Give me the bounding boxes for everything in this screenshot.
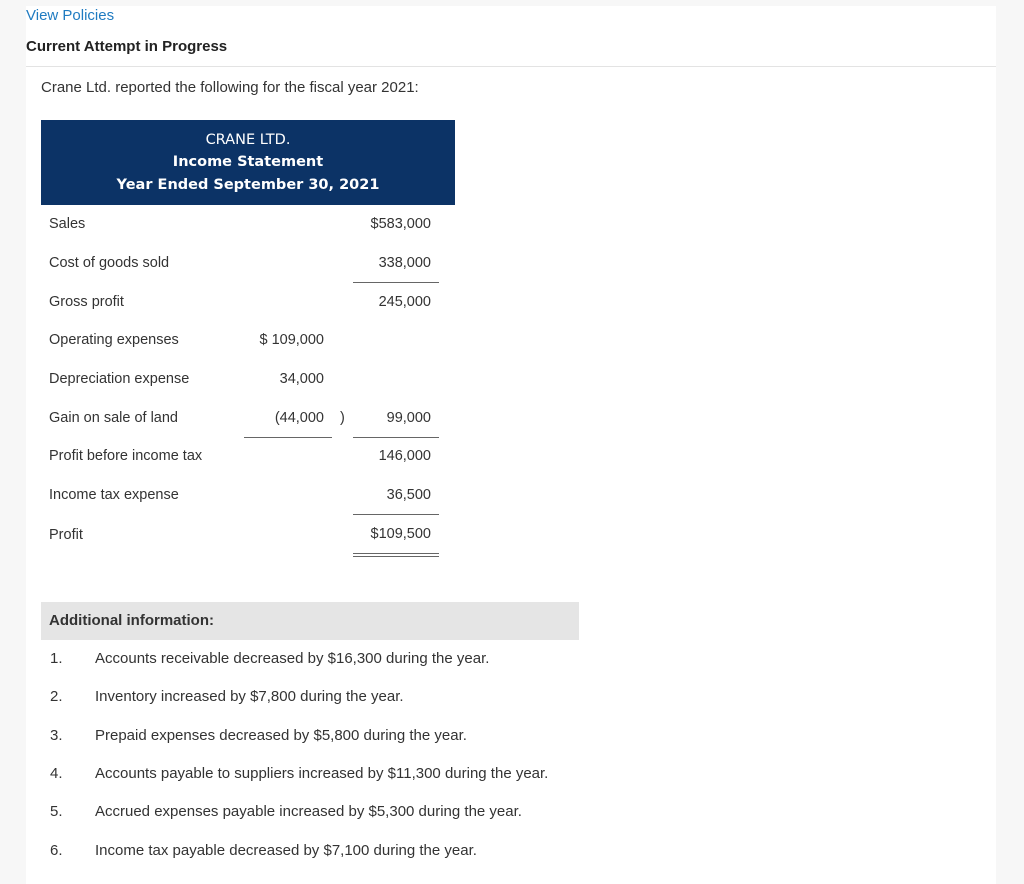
list-item-number: 6. bbox=[50, 842, 63, 859]
list-item-number: 4. bbox=[50, 765, 63, 782]
list-item-number: 3. bbox=[50, 727, 63, 744]
list-item: Inventory increased by $7,800 during the year. bbox=[95, 688, 404, 705]
row-label-cogs: Cost of goods sold bbox=[49, 255, 170, 271]
row-value-income-tax: 36,500 bbox=[386, 487, 431, 503]
row-label-depreciation: Depreciation expense bbox=[49, 371, 190, 387]
row-value-depreciation: 34,000 bbox=[279, 371, 324, 387]
list-item-number: 1. bbox=[50, 650, 63, 667]
statement-period: Year Ended September 30, 2021 bbox=[116, 177, 380, 193]
row-label-profit-before-tax: Profit before income tax bbox=[49, 448, 203, 464]
row-value-operating-expenses: $ 109,000 bbox=[259, 332, 324, 348]
attempt-status: Current Attempt in Progress bbox=[26, 38, 228, 55]
row-value-sales: $583,000 bbox=[370, 216, 431, 232]
row-label-gain-on-sale: Gain on sale of land bbox=[49, 410, 178, 426]
view-policies-link[interactable]: View Policies bbox=[26, 7, 115, 24]
underline-income-tax bbox=[353, 514, 439, 515]
question-intro: Crane Ltd. reported the following for the fiscal year 2021: bbox=[41, 79, 419, 96]
company-name: CRANE LTD. bbox=[205, 132, 291, 148]
list-item: Income tax payable decreased by $7,100 during the year. bbox=[95, 842, 477, 859]
row-value-cogs: 338,000 bbox=[378, 255, 431, 271]
double-underline-bottom bbox=[353, 556, 439, 557]
row-value-gain-on-sale: (44,000 bbox=[274, 410, 324, 426]
row-label-income-tax: Income tax expense bbox=[49, 487, 179, 503]
row-value-profit: $109,500 bbox=[370, 526, 431, 542]
double-underline-top bbox=[353, 553, 439, 554]
row-label-profit: Profit bbox=[49, 527, 83, 543]
list-item-number: 2. bbox=[50, 688, 63, 705]
list-item: Accounts receivable decreased by $16,300 during the year. bbox=[95, 650, 490, 667]
row-value-gross-profit: 245,000 bbox=[378, 294, 431, 310]
list-item-number: 5. bbox=[50, 803, 63, 820]
row-label-sales: Sales bbox=[49, 216, 86, 232]
list-item: Accrued expenses payable increased by $5,300 during the year. bbox=[95, 803, 522, 820]
statement-title: Income Statement bbox=[172, 154, 324, 170]
row-label-operating-expenses: Operating expenses bbox=[49, 332, 179, 348]
row-label-gross-profit: Gross profit bbox=[49, 294, 124, 310]
underline-net-expenses bbox=[353, 437, 439, 438]
additional-info-header bbox=[41, 602, 579, 640]
underline-cogs bbox=[353, 282, 439, 283]
list-item: Accounts payable to suppliers increased by $11,300 during the year. bbox=[95, 765, 549, 782]
gain-paren: ) bbox=[340, 410, 345, 426]
row-value-profit-before-tax: 146,000 bbox=[378, 448, 431, 464]
header-divider bbox=[26, 66, 996, 67]
statement-header bbox=[41, 120, 455, 205]
underline-col1 bbox=[244, 437, 332, 438]
row-value-net-expenses: 99,000 bbox=[386, 410, 431, 426]
additional-info-heading: Additional information: bbox=[49, 612, 214, 629]
list-item: Prepaid expenses decreased by $5,800 during the year. bbox=[95, 727, 467, 744]
